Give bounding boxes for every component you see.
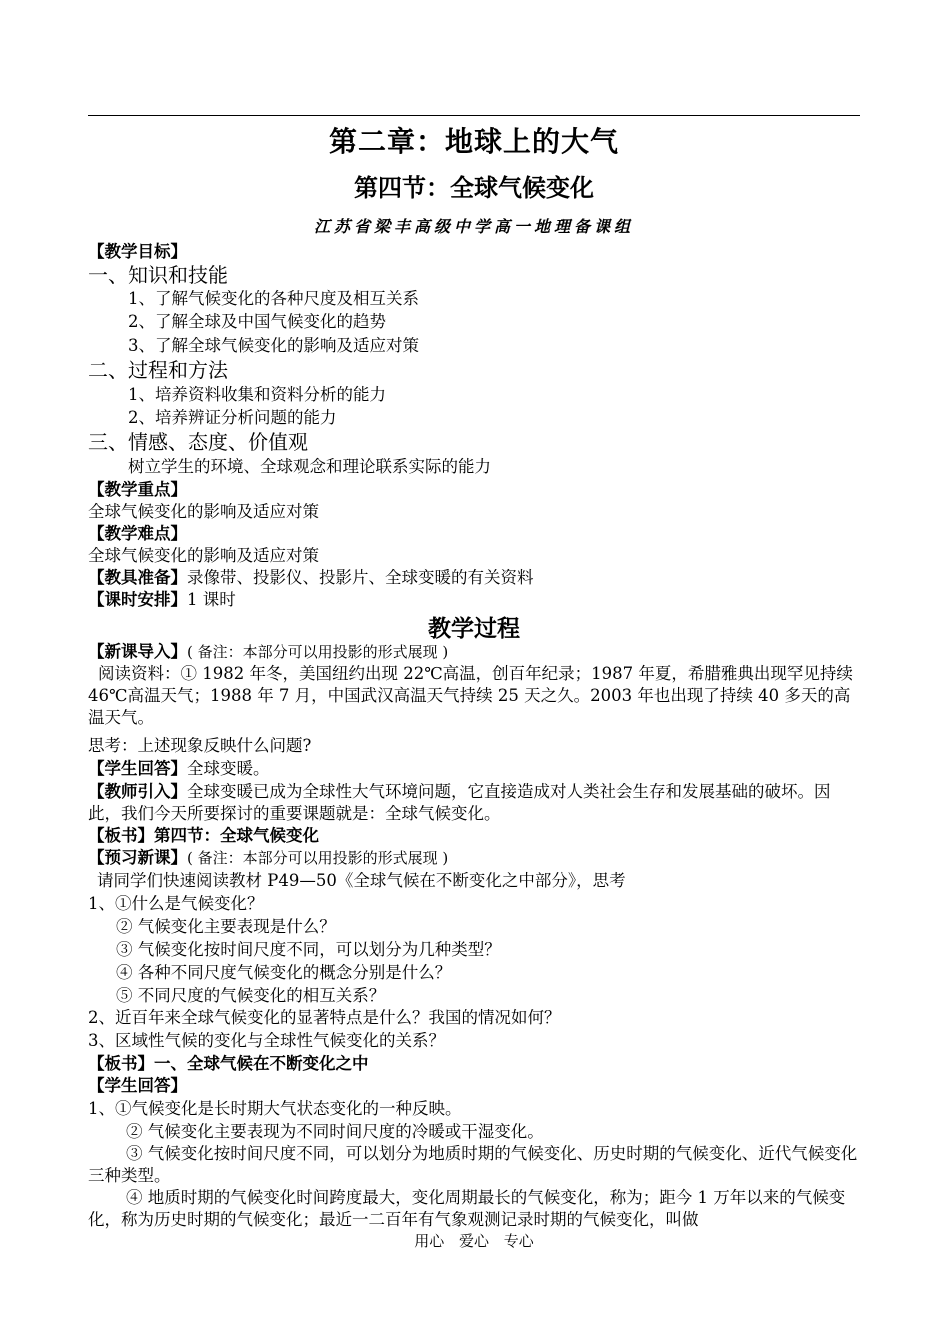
chapter-title: 第二章：地球上的大气: [328, 125, 619, 158]
sec2-item: 2、培养辨证分析问题的能力: [128, 408, 337, 427]
question-2: 2、近百年来全球气候变化的显著特点是什么？我国的情况如何？: [88, 1008, 561, 1027]
answer-4: ④ 地质时期的气候变化时间跨度最大，变化周期最长的气候变化，称为；距今 1 万年以来的气候变化，称为历史时期的气候变化；最近一二百年有气象观测记录时期的气候变化，叫做: [88, 1188, 846, 1229]
answer-label: 【学生回答】: [88, 759, 187, 778]
sec3-heading: 三、情感、态度、价值观: [88, 430, 308, 454]
intro-label: 【新课导入】: [88, 642, 187, 661]
question-3: 3、区域性气候的变化与全球性气候变化的关系？: [88, 1031, 445, 1050]
sec2-item: 1、培养资料收集和资料分析的能力: [128, 385, 386, 404]
answer2-header: 【学生回答】: [88, 1076, 187, 1095]
time-label: 【课时安排】: [88, 590, 187, 609]
time-text: 1 课时: [187, 590, 236, 609]
intro-line: [88, 641, 860, 663]
tools-line: [88, 567, 860, 589]
answer-line: [88, 758, 860, 780]
question-1-item: ⑤ 不同尺度的气候变化的相互关系？: [116, 986, 386, 1005]
sec2-heading: 二、过程和方法: [88, 358, 228, 382]
sec1-item: 2、了解全球及中国气候变化的趋势: [128, 312, 386, 331]
board-heading-2: 【板书】一、全球气候在不断变化之中: [88, 1054, 369, 1073]
teacher-paragraph: [88, 781, 860, 825]
board-heading-1: 【板书】第四节：全球气候变化: [88, 826, 319, 845]
key-text: 全球气候变化的影响及适应对策: [88, 502, 319, 521]
reading-paragraph: 阅读资料：① 1982 年冬，美国纽约出现 22℃高温，创百年纪录；1987 年夏，希腊雅典出现罕见持续 46℃高温天气；1988 年 7 月，中国武汉高温天气持续 25 天之久。2003 年也出现了持续 40 多天的高温天气。: [88, 664, 853, 727]
teacher-label: 【教师引入】: [88, 782, 187, 801]
intro-note: ( 备注：本部分可以用投影的形式展现 ): [187, 643, 449, 661]
objectives-header: 【教学目标】: [88, 242, 187, 261]
header-rule: [88, 115, 860, 116]
sec1-item: 1、了解气候变化的各种尺度及相互关系: [128, 289, 419, 308]
teacher-text: 全球变暖已成为全球性大气环境问题，它直接造成对人类社会生存和发展基础的破坏。因此，我们今天所要探讨的重要课题就是：全球气候变化。: [88, 782, 831, 823]
answer-3: ③ 气候变化按时间尺度不同，可以划分为地质时期的气候变化、历史时期的气候变化、近代气候变化三种类型。: [88, 1144, 858, 1185]
preview-line: [88, 847, 860, 869]
question-1-item: ③ 气候变化按时间尺度不同，可以划分为几种类型？: [116, 940, 501, 959]
question-1-item: ④ 各种不同尺度气候变化的概念分别是什么？: [116, 963, 452, 982]
question-1: 1、①什么是气候变化？: [88, 894, 264, 913]
process-title: 教学过程: [428, 616, 520, 642]
preview-text: 请同学们快速阅读教材 P49—50《全球气候在不断变化之中部分》，思考: [97, 871, 626, 890]
question-1-item: ② 气候变化主要表现是什么？: [116, 917, 336, 936]
difficulty-text: 全球气候变化的影响及适应对策: [88, 546, 319, 565]
tools-label: 【教具准备】: [88, 568, 187, 587]
section-title: 第四节：全球气候变化: [354, 174, 594, 202]
page-footer: 用心 爱心 专心: [414, 1232, 534, 1250]
key-header: 【教学重点】: [88, 480, 187, 499]
think-line: 思考：上述现象反映什么问题?: [88, 736, 312, 755]
sec1-item: 3、了解全球气候变化的影响及适应对策: [128, 336, 419, 355]
answer-2: ② 气候变化主要表现为不同时间尺度的冷暖或干湿变化。: [126, 1122, 544, 1141]
difficulty-header: 【教学难点】: [88, 524, 187, 543]
answer-text: 全球变暖。: [187, 759, 270, 778]
author-line: 江苏省梁丰高级中学高一地理备课组: [313, 217, 634, 236]
preview-label: 【预习新课】: [88, 848, 187, 867]
preview-note: ( 备注：本部分可以用投影的形式展现 ): [187, 849, 449, 867]
time-line: [88, 589, 860, 611]
answer-1: 1、①气候变化是长时期大气状态变化的一种反映。: [88, 1099, 462, 1118]
sec3-item: 树立学生的环境、全球观念和理论联系实际的能力: [128, 457, 491, 476]
tools-text: 录像带、投影仪、投影片、全球变暖的有关资料: [187, 568, 534, 587]
sec1-heading: 一、知识和技能: [88, 263, 228, 287]
